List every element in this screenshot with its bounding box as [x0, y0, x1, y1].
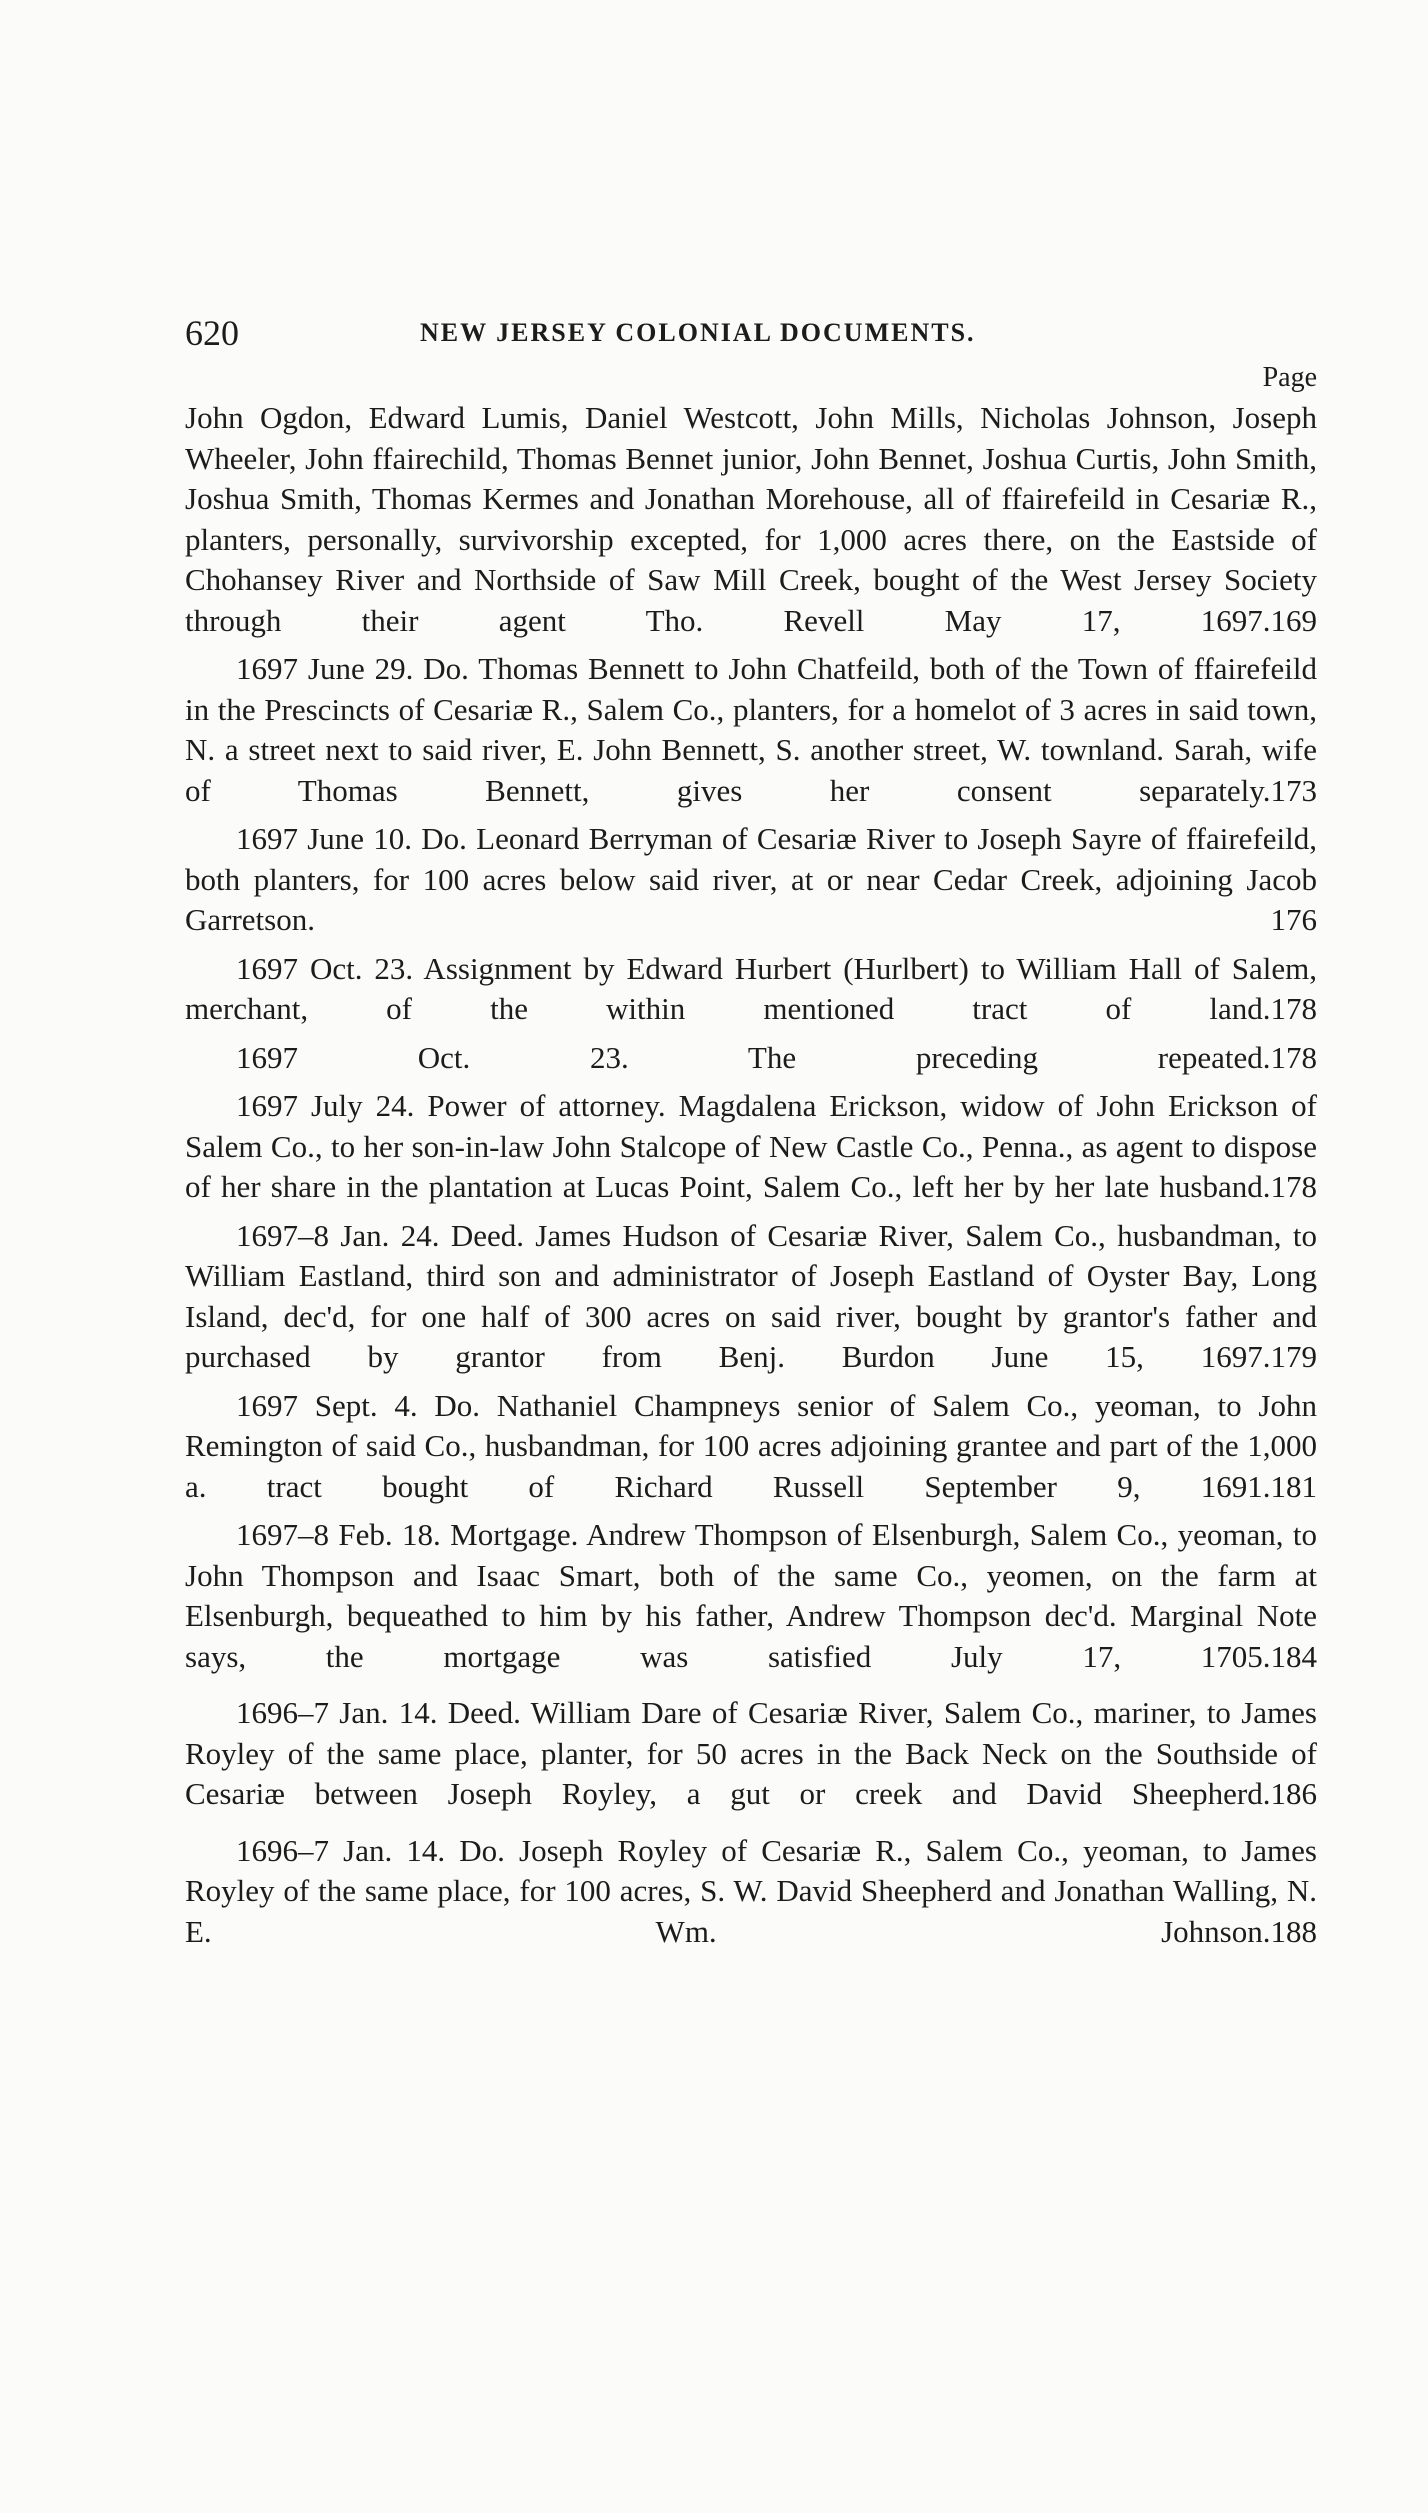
entry-text: 1696–7 Jan. 14. Deed. William Dare of Cesariæ River, Salem Co., mariner, to James Royley of the same place, planter, for 50 acres in the Back Neck on the Southside of Cesariæ between Joseph Royley, a gut or creek and David Sheepherd. [185, 1695, 1317, 1811]
entry-page-ref: 173 [1270, 772, 1317, 808]
page-column-label: Page [1262, 362, 1317, 393]
entry-page-ref: 181 [1270, 1468, 1317, 1504]
list-item [185, 1386, 1317, 1508]
entry-page-ref: 188 [1270, 1913, 1317, 1949]
list-item [185, 819, 1317, 941]
page-header [185, 312, 1317, 393]
list-item [185, 1216, 1317, 1378]
entry-page-ref: 176 [1270, 902, 1317, 937]
entry-page-ref: 179 [1270, 1339, 1317, 1374]
running-title: NEW JERSEY COLONIAL DOCUMENTS. [420, 318, 976, 347]
entry-text: 1697–8 Jan. 24. Deed. James Hudson of Cesariæ River, Salem Co., husbandman, to William Eastland, third son and administrator of Joseph Eastland of Oyster Bay, Long Island, dec'd, for one half of 300 acres on said river, bought by grantor's father and purchased by grantor from Benj. Burdon June 15, 1697. [185, 1217, 1317, 1374]
list-item [185, 1086, 1317, 1208]
entry-text: 1697 Oct. 23. Assignment by Edward Hurbert (Hurlbert) to William Hall of Salem, merchant, of the within mentioned tract of land. [185, 950, 1317, 1026]
entries-list [185, 398, 1317, 1960]
entry-page-ref: 178 [1270, 1039, 1317, 1075]
entry-page-ref: 169 [1270, 602, 1317, 638]
entry-text: 1697 June 10. Do. Leonard Berryman of Cesariæ River to Joseph Sayre of ffairefeild, both planters, for 100 acres below said river, at or near Cedar Creek, adjoining Jacob Garretson. [185, 821, 1317, 937]
entry-text: 1697 July 24. Power of attorney. Magdalena Erickson, widow of John Erickson of Salem Co., to her son-in-law John Stalcope of New Castle Co., Penna., as agent to dispose of her share in the plantation at Lucas Point, Salem Co., left her by her late husband. [185, 1088, 1317, 1204]
entry-page-ref: 184 [1270, 1638, 1317, 1674]
entry-page-ref: 186 [1270, 1776, 1317, 1811]
list-item [185, 949, 1317, 1030]
list-item [185, 1693, 1317, 1815]
entry-page-ref: 178 [1270, 1169, 1317, 1204]
entry-text: 1697 Oct. 23. The preceding repeated. [236, 1039, 1271, 1075]
list-item [185, 1831, 1317, 1953]
entry-text: 1696–7 Jan. 14. Do. Joseph Royley of Cesariæ R., Salem Co., yeoman, to James Royley of the same place, for 100 acres, S. W. David Sheepherd and Jonathan Walling, N. E. Wm. Johnson. [185, 1832, 1317, 1949]
list-item [185, 398, 1317, 641]
list-item [185, 649, 1317, 811]
list-item [185, 1515, 1317, 1677]
entry-text: 1697–8 Feb. 18. Mortgage. Andrew Thompson of Elsenburgh, Salem Co., yeoman, to John Thompson and Isaac Smart, both of the same Co., yeomen, on the farm at Elsenburgh, bequeathed to him by his father, Andrew Thompson dec'd. Marginal Note says, the mortgage was satisfied July 17, 1705. [185, 1517, 1317, 1674]
entry-text: John Ogdon, Edward Lumis, Daniel Westcott, John Mills, Nicholas Johnson, Joseph Wheeler, John ffairechild, Thomas Bennet junior, John Bennet, Joshua Curtis, John Smith, Joshua Smith, Thomas Kermes and Jonathan Morehouse, all of ffairefeild in Cesariæ R., planters, personally, survivorship excepted, for 1,000 acres there, on the Eastside of Chohansey River and Northside of Saw Mill Creek, bought of the West Jersey Society through their agent Tho. Revell May 17, 1697. [185, 400, 1317, 638]
list-item [185, 1038, 1317, 1079]
page-number: 620 [185, 313, 239, 353]
entry-text: 1697 June 29. Do. Thomas Bennett to John Chatfeild, both of the Town of ffairefeild in the Prescincts of Cesariæ R., Salem Co., planters, for a homelot of 3 acres in said town, N. a street next to said river, E. John Bennett, S. another street, W. townland. Sarah, wife of Thomas Bennett, gives her consent separately. [185, 651, 1317, 808]
entry-page-ref: 178 [1270, 991, 1317, 1026]
entry-text: 1697 Sept. 4. Do. Nathaniel Champneys senior of Salem Co., yeoman, to John Remington of said Co., husbandman, for 100 acres adjoining grantee and part of the 1,000 a. tract bought of Richard Russell September 9, 1691. [185, 1387, 1317, 1504]
